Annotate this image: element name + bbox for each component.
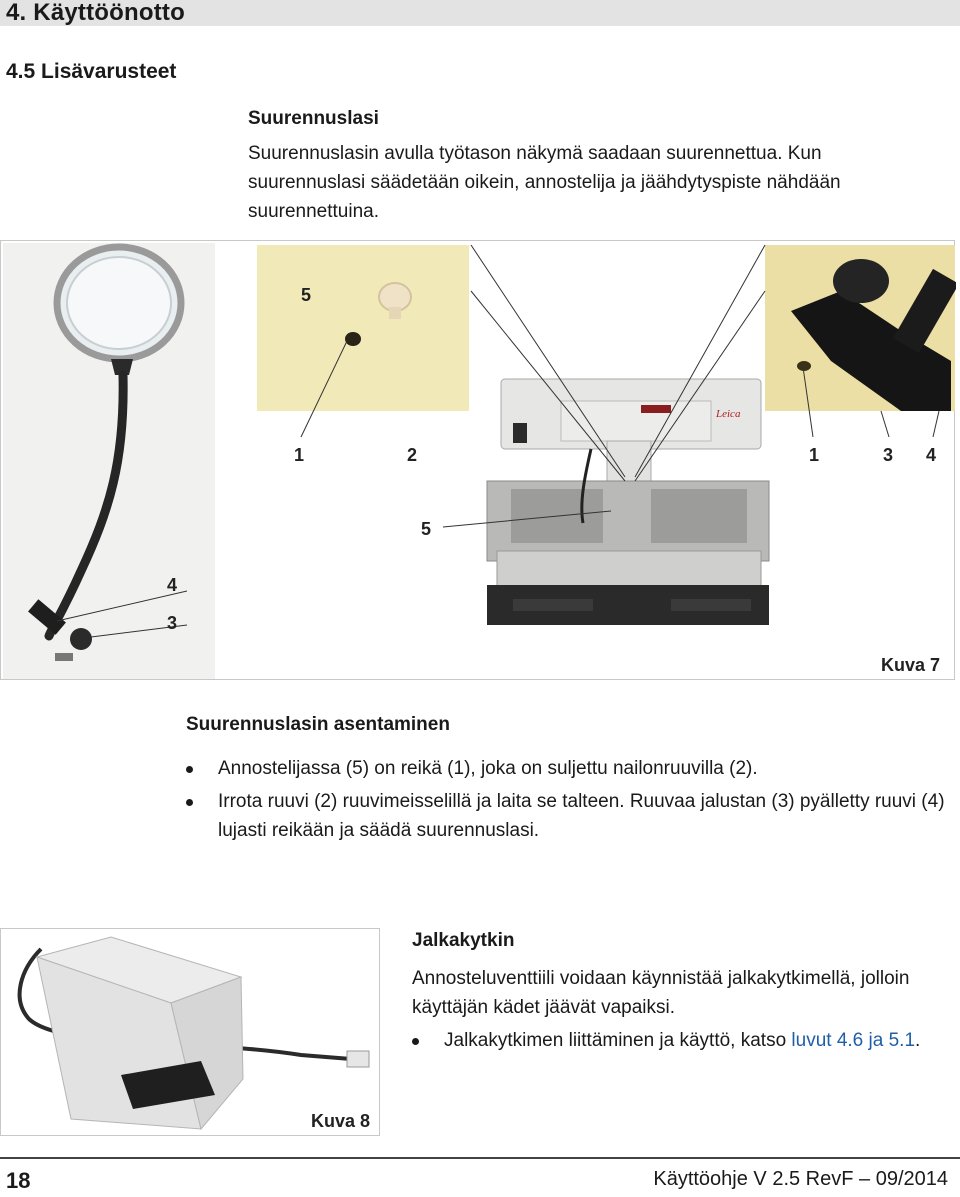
bullet-dot (186, 766, 193, 773)
callout-5-center: 5 (421, 519, 432, 539)
callout-4-right: 4 (926, 445, 937, 465)
assembly-heading: Suurennuslasin asentaminen (186, 714, 450, 735)
magnifier-heading: Suurennuslasi (248, 108, 379, 129)
assembly-steps (186, 754, 956, 845)
bullet-dot (412, 1038, 419, 1045)
inset-hole-photo (257, 245, 469, 411)
callout-3-magnifier: 3 (167, 613, 178, 633)
chapter-reference-link[interactable]: luvut 4.6 ja 5.1 (791, 1030, 916, 1051)
callout-2-left: 2 (407, 445, 418, 465)
callout-4-magnifier: 4 (167, 575, 178, 595)
footswitch-step-end: . (915, 1030, 921, 1051)
knurled-screw (70, 628, 92, 650)
footswitch-body: Annosteluventtiili voidaan käynnistää jalkakytkimellä, jolloin käyttäjän kädet jäävät vapaiksi. (412, 968, 910, 1018)
figure-8-illustration (1, 929, 381, 1137)
figure-7-caption: Kuva 7 (880, 655, 940, 675)
figure-8-caption: Kuva 8 (311, 1111, 371, 1131)
assembly-step-text: Annostelijassa (5) on reikä (1), joka on suljettu nailonruuvilla (2). (218, 758, 758, 779)
callout-5-top: 5 (301, 285, 312, 305)
footswitch-steps (412, 1026, 960, 1055)
footswitch-heading: Jalkakytkin (412, 930, 515, 951)
callout-1-right: 1 (809, 445, 820, 465)
page-number: 18 (6, 1168, 31, 1193)
section-title: 4.5 Lisävarusteet (6, 60, 177, 83)
footswitch-step (412, 1026, 960, 1055)
magnifier-intro: Suurennuslasin avulla työtason näkymä saadaan suurennettua. Kun suurennuslasi säädetään oikein, annostelija ja jäähdytyspiste nähdään suurennettuina. (248, 143, 841, 222)
footswitch-step-text: Jalkakytkimen liittäminen ja käyttö, katso (444, 1030, 792, 1051)
callout-1-left: 1 (294, 445, 305, 465)
figure-8 (0, 928, 380, 1136)
document-reference: Käyttöohje V 2.5 RevF – 09/2014 (653, 1168, 948, 1190)
footer-rule (0, 1157, 960, 1159)
svg-text:Leica: Leica (716, 408, 741, 420)
bullet-dot (186, 799, 193, 806)
assembly-step (186, 754, 956, 783)
chapter-title: 4. Käyttöönotto (6, 0, 185, 26)
figure-7 (0, 240, 955, 680)
assembly-step-text: Irrota ruuvi (2) ruuvimeisselillä ja laita se talteen. Ruuvaa jalustan (3) pyälletty ruuvi (4) lujasti reikään ja säädä suurennuslasi. (218, 791, 945, 841)
assembly-step (186, 787, 956, 845)
callout-3-right: 3 (883, 445, 894, 465)
